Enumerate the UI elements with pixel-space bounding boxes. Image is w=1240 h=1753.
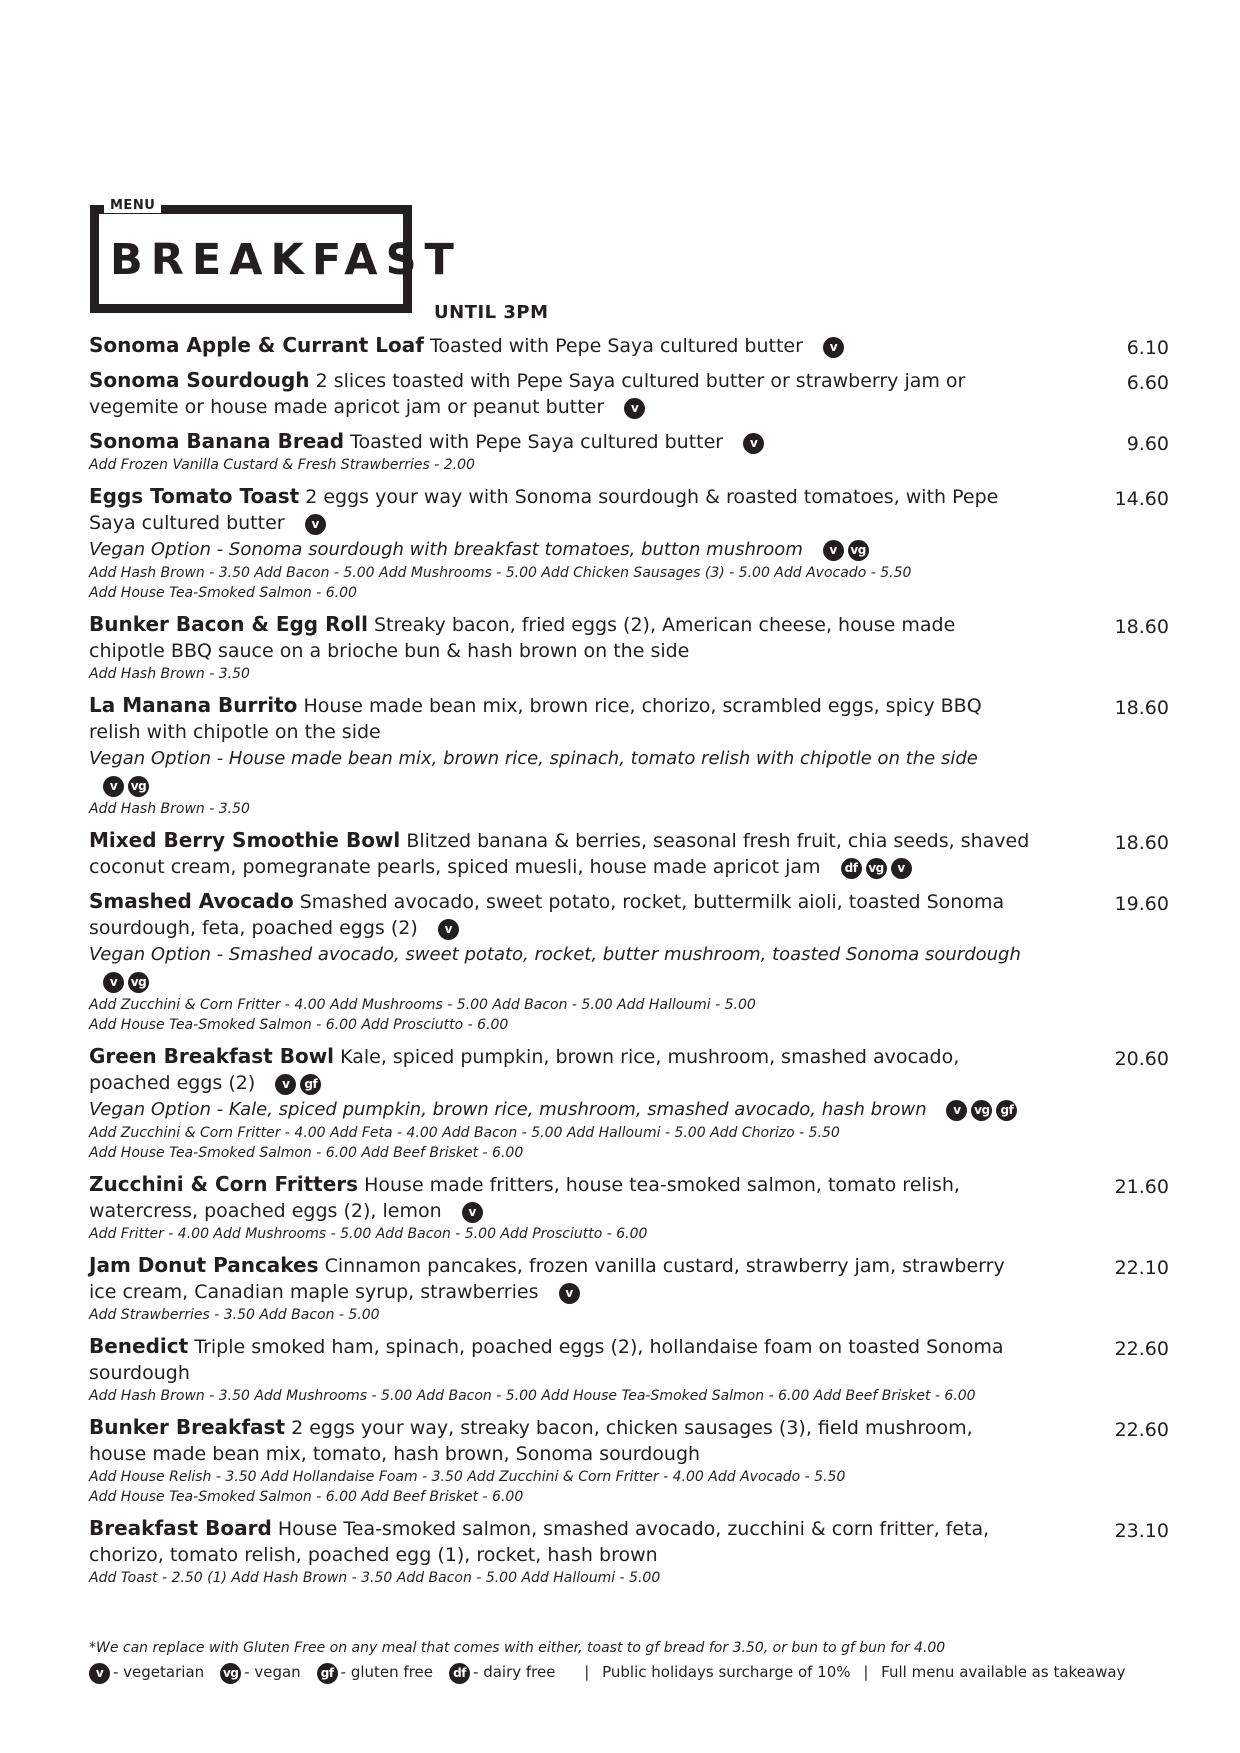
vegan-option [89,745,1031,799]
menu-item-price: 20.60 [1114,1048,1169,1070]
dietary-badges [610,396,645,418]
menu-item-description: House made bean mix, brown rice, chorizo, scrambled eggs, spicy BBQ relish with chipotle on the side [89,695,982,743]
menu-item-description: Blitzed banana & berries, seasonal fresh fruit, chia seeds, shaved coconut cream, pomegranate pearls, spiced muesli, house made apricot jam [89,830,1030,878]
menu-item-addons: Add Hash Brown - 3.50 [89,801,250,817]
menu-item-name: Sonoma Apple & Currant Loaf [89,333,424,357]
menu-item-description: 2 eggs your way with Sonoma sourdough & roasted tomatoes, with Pepe Saya cultured butter [89,486,999,534]
vegan-option [89,536,1031,563]
dietary-badges [809,335,844,357]
menu-item-price: 22.10 [1114,1257,1169,1279]
v-badge-icon: v [823,540,844,561]
dietary-badges [89,775,149,796]
menu-item-addons: Add Zucchini & Corn Fritter - 4.00 Add Mushrooms - 5.00 Add Bacon - 5.00 Add Halloumi - 5.00 [89,997,756,1013]
menu-item-price: 18.60 [1114,616,1169,638]
takeaway-note: Full menu available as takeaway [881,1663,1126,1681]
menu-item [89,827,1169,880]
menu-item-description-line [89,1333,1031,1386]
dietary-badges [932,1099,1017,1120]
menu-item-addons: Add Frozen Vanilla Custard & Fresh Strawberries - 2.00 [89,457,475,473]
menu-item-price: 6.10 [1126,337,1169,359]
menu-item-name: La Manana Burrito [89,693,298,717]
v-badge-icon: v [103,972,124,993]
menu-item [89,367,1169,420]
menu-item [89,428,1169,475]
df-badge-icon: df [449,1663,470,1684]
v-badge-icon: v [305,514,326,535]
dietary-badges [261,1072,321,1094]
menu-item-description-line [89,1252,1031,1305]
v-badge-icon: v [946,1100,967,1121]
menu-item-description-line [89,332,1031,359]
vegan-option [89,941,1031,995]
legend-entry [317,1663,433,1681]
dietary-badges [809,539,869,560]
v-badge-icon: v [624,398,645,419]
gluten-free-note: *We can replace with Gluten Free on any meal that comes with either, toast to gf bread for 3.50, or bun to gf bun for 4.00 [89,1640,946,1656]
menu-item-description: 2 eggs your way, streaky bacon, chicken sausages (3), field mushroom, house made bean mix, tomato, hash brown, Sonoma sourdough [89,1417,973,1465]
menu-list [89,332,1169,1596]
page-title: BREAKFAST [110,235,462,285]
menu-item-description: House Tea-smoked salmon, smashed avocado, zucchini & corn fritter, feta, chorizo, tomato relish, poached egg (1), rocket, hash brown [89,1518,990,1566]
gf-badge-icon: gf [996,1100,1017,1121]
menu-item-description: Triple smoked ham, spinach, poached eggs (2), hollandaise foam on toasted Sonoma sourdough [89,1336,1004,1384]
menu-item-addons: Add Hash Brown - 3.50 Add Bacon - 5.00 Add Mushrooms - 5.00 Add Chicken Sausages (3) - 5.00 Add Avocado - 5.50 [89,565,912,581]
dietary-badges [827,856,912,878]
menu-item-description: House made fritters, house tea-smoked salmon, tomato relish, watercress, poached eggs (2), lemon [89,1174,960,1222]
menu-item-name: Mixed Berry Smoothie Bowl [89,828,401,852]
menu-item-price: 22.60 [1114,1419,1169,1441]
menu-item-addons: Add House Tea-Smoked Salmon - 6.00 [89,585,357,601]
menu-item-price: 22.60 [1114,1338,1169,1360]
menu-item-name: Breakfast Board [89,1516,272,1540]
menu-item-name: Green Breakfast Bowl [89,1044,335,1068]
menu-item-addons: Add Fritter - 4.00 Add Mushrooms - 5.00 Add Bacon - 5.00 Add Prosciutto - 6.00 [89,1226,648,1242]
menu-item [89,1515,1169,1588]
menu-item-description-line [89,428,1031,455]
legend-label: - vegetarian [113,1663,205,1681]
menu-item [89,1333,1169,1406]
menu-item-description-line [89,888,1031,941]
menu-item-addons: Add Zucchini & Corn Fritter - 4.00 Add Feta - 4.00 Add Bacon - 5.00 Add Halloumi - 5.00 Add Chorizo - 5.50 [89,1125,840,1141]
dietary-badges [291,512,326,534]
vg-badge-icon: vg [971,1100,992,1121]
menu-item-description-line [89,483,1031,536]
menu-item-price: 21.60 [1114,1176,1169,1198]
menu-item [89,611,1169,684]
v-badge-icon: v [103,776,124,797]
menu-item-name: Sonoma Sourdough [89,368,310,392]
menu-item-description-line [89,1414,1031,1467]
menu-item [89,888,1169,1035]
v-badge-icon: v [823,337,844,358]
vg-badge-icon: vg [866,858,887,879]
menu-item-addons: Add Hash Brown - 3.50 Add Mushrooms - 5.00 Add Bacon - 5.00 Add House Tea-Smoked Salmon - 6.00 Add Beef Brisket - 6.00 [89,1388,976,1404]
legend-separator: | [584,1663,590,1681]
menu-item-addons: Add Strawberries - 3.50 Add Bacon - 5.00 [89,1307,380,1323]
hours-label: UNTIL 3PM [434,302,549,323]
v-badge-icon: v [462,1202,483,1223]
legend-entry [449,1663,555,1681]
menu-item-price: 9.60 [1126,433,1169,455]
menu-item [89,332,1169,359]
dietary-legend [89,1663,1125,1684]
menu-item-price: 14.60 [1114,488,1169,510]
menu-item-addons: Add House Tea-Smoked Salmon - 6.00 Add Beef Brisket - 6.00 [89,1489,524,1505]
dietary-badges [729,431,764,453]
vegan-option-text: Vegan Option - House made bean mix, brown rice, spinach, tomato relish with chipotle on the side [89,748,978,769]
dietary-badges [448,1200,483,1222]
menu-item-addons: Add House Relish - 3.50 Add Hollandaise Foam - 3.50 Add Zucchini & Corn Fritter - 4.00 Add Avocado - 5.50 [89,1469,846,1485]
menu-item-description: Smashed avocado, sweet potato, rocket, buttermilk aioli, toasted Sonoma sourdough, feta, poached eggs (2) [89,891,1005,939]
menu-item-description-line [89,827,1031,880]
menu-item-description: Toasted with Pepe Saya cultured butter [429,335,803,357]
v-badge-icon: v [743,433,764,454]
vg-badge-icon: vg [128,972,149,993]
menu-item-description-line [89,367,1031,420]
legend-entry [220,1663,301,1681]
menu-item-name: Bunker Breakfast [89,1415,286,1439]
df-badge-icon: df [841,858,862,879]
menu-item-price: 18.60 [1114,697,1169,719]
vegan-option-text: Vegan Option - Smashed avocado, sweet potato, rocket, butter mushroom, toasted Sonoma sourdough [89,944,1021,965]
v-badge-icon: v [559,1283,580,1304]
menu-item [89,483,1169,603]
menu-item-description-line [89,1515,1031,1568]
menu-item-description-line [89,1043,1031,1096]
legend-label: - gluten free [340,1663,434,1681]
menu-item-name: Benedict [89,1334,189,1358]
menu-item-description-line [89,611,1031,664]
v-badge-icon: v [275,1074,296,1095]
menu-item [89,692,1169,819]
vg-badge-icon: vg [128,776,149,797]
menu-item [89,1252,1169,1325]
legend-label: - vegan [244,1663,301,1681]
v-badge-icon: v [438,919,459,940]
gf-badge-icon: gf [317,1663,338,1684]
menu-item-description: Toasted with Pepe Saya cultured butter [350,431,724,453]
menu-item-name: Eggs Tomato Toast [89,484,300,508]
vegan-option [89,1096,1031,1123]
menu-item-addons: Add House Tea-Smoked Salmon - 6.00 Add Beef Brisket - 6.00 [89,1145,524,1161]
menu-item-name: Sonoma Banana Bread [89,429,345,453]
menu-label: MENU [104,199,161,213]
dietary-badges [424,917,459,939]
menu-item [89,1171,1169,1244]
menu-item-description: Streaky bacon, fried eggs (2), American cheese, house made chipotle BBQ sauce on a brioche bun & hash brown on the side [89,614,956,662]
vegan-option-text: Vegan Option - Sonoma sourdough with breakfast tomatoes, button mushroom [89,539,803,560]
menu-item-price: 6.60 [1126,372,1169,394]
menu-item-price: 23.10 [1114,1520,1169,1542]
menu-item-description: Kale, spiced pumpkin, brown rice, mushroom, smashed avocado, poached eggs (2) [89,1046,960,1094]
menu-item-description-line [89,692,1031,745]
menu-item-addons: Add Toast - 2.50 (1) Add Hash Brown - 3.50 Add Bacon - 5.00 Add Halloumi - 5.00 [89,1570,661,1586]
legend-entry [89,1663,204,1681]
v-badge-icon: v [89,1663,110,1684]
vg-badge-icon: vg [848,540,869,561]
menu-item-name: Jam Donut Pancakes [89,1253,319,1277]
vegan-option-text: Vegan Option - Kale, spiced pumpkin, brown rice, mushroom, smashed avocado, hash brown [89,1099,927,1120]
surcharge-note: Public holidays surcharge of 10% [602,1663,851,1681]
menu-item-name: Bunker Bacon & Egg Roll [89,612,368,636]
menu-item-description: Cinnamon pancakes, frozen vanilla custard, strawberry jam, strawberry ice cream, Canadian maple syrup, strawberries [89,1255,1005,1303]
menu-item-description: 2 slices toasted with Pepe Saya cultured butter or strawberry jam or vegemite or house made apricot jam or peanut butter [89,370,966,418]
menu-item-price: 18.60 [1114,832,1169,854]
menu-item-addons: Add Hash Brown - 3.50 [89,666,250,682]
menu-item [89,1414,1169,1507]
menu-item-name: Smashed Avocado [89,889,294,913]
gf-badge-icon: gf [300,1074,321,1095]
vg-badge-icon: vg [220,1663,241,1684]
legend-label: - dairy free [473,1663,556,1681]
v-badge-icon: v [891,858,912,879]
dietary-badges [545,1281,580,1303]
menu-item [89,1043,1169,1163]
menu-item-addons: Add House Tea-Smoked Salmon - 6.00 Add Prosciutto - 6.00 [89,1017,509,1033]
menu-item-description-line [89,1171,1031,1224]
menu-item-name: Zucchini & Corn Fritters [89,1172,359,1196]
menu-item-price: 19.60 [1114,893,1169,915]
legend-separator: | [863,1663,869,1681]
dietary-badges [89,971,149,992]
